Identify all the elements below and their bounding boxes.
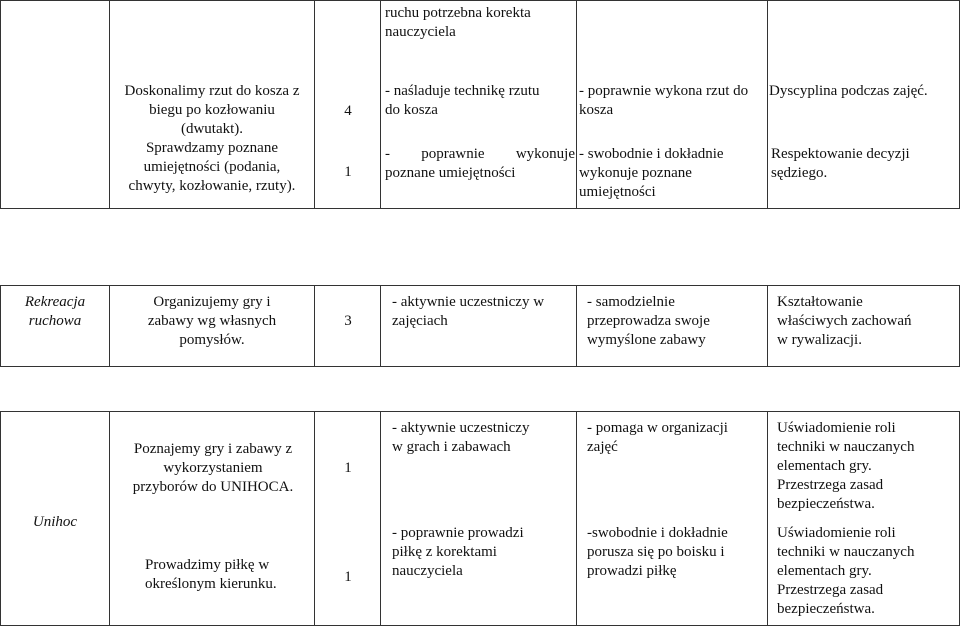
pupil-cell-1: - aktywnie uczestniczy w grach i zabawach [392,420,530,455]
pupil-cell: - aktywnie uczestniczy w zajęciach [392,294,545,329]
topic-cell: Unihoc [32,514,78,530]
top-fragment-text: ruchu potrzebna korekta nauczyciela [385,5,531,40]
attitude-cell: Kształtowanie właściwych zachowań w rywalizacji. [777,294,912,348]
content-cell: Organizujemy gry i zabawy wg własnych pomysłów. [147,294,277,348]
pupil-cell-1: - naśladuje technikę rzutu do kosza [385,83,540,118]
hours-cell-1: 1 [344,460,352,476]
content-cell-2: Prowadzimy piłkę w określonym kierunku. [145,557,277,592]
pupil-cell-2: - poprawnie wykonuje [385,146,575,162]
attitude-cell-1: Dyscyplina podczas zajęć. [769,83,928,99]
attitude-cell-1: Uświadomienie roli techniki w nauczanych elementach gry. Przestrzega zasad bezpieczeństwa. [777,420,915,512]
skill-cell-2: - swobodnie i dokładnie wykonuje poznane umiejętności [579,146,724,200]
topic-cell: Rekreacja ruchowa [24,294,86,329]
hours-cell-1: 4 [344,103,352,119]
pupil-cell-2-line2: poznane umiejętności [385,165,516,181]
skill-cell-1: - poprawnie wykona rzut do kosza [579,83,749,118]
hours-cell-2: 1 [344,164,352,180]
pupil-cell-2: - poprawnie prowadzi piłkę z korektami nauczyciela [392,525,524,579]
content-cell-1: Poznajemy gry i zabawy z wykorzystaniem przyborów do UNIHOCA. [132,441,294,495]
skill-cell: - samodzielnie przeprowadza swoje wymyślone zabawy [587,294,710,348]
content-cell: Doskonalimy rzut do kosza z biegu po kozłowaniu (dwutakt). Sprawdzamy poznane umiejętności (podania, chwyty, kozłowanie, rzuty). [124,83,300,194]
hours-cell-2: 1 [344,569,352,585]
attitude-cell-2: Uświadomienie roli techniki w nauczanych elementach gry. Przestrzega zasad bezpieczeństwa. [777,525,915,617]
skill-cell-1: - pomaga w organizacji zajęć [587,420,728,455]
skill-cell-2: -swobodnie i dokładnie porusza się po boisku i prowadzi piłkę [587,525,728,579]
attitude-cell-2: Respektowanie decyzji sędziego. [771,146,910,181]
hours-cell: 3 [344,313,352,329]
